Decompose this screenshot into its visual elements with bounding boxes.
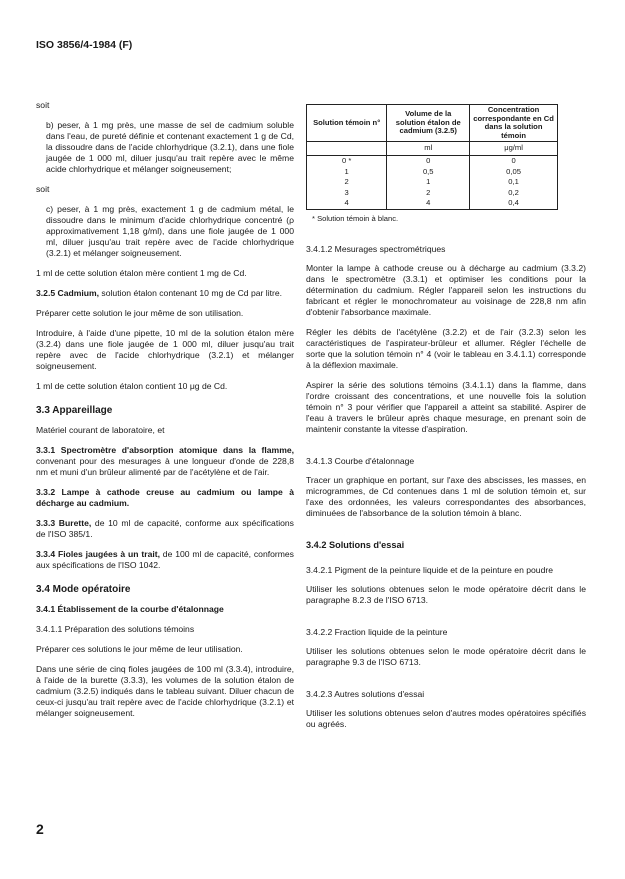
table-cell: 0,1 (470, 177, 558, 188)
section-title: 3.3.4 Fioles jaugées à un trait, (36, 549, 160, 559)
paragraph: Tracer un graphique en portant, sur l'axe des abscisses, les masses, en microgrammes, de Cd contenues dans 1 ml de solution témoin et, sur l'axe des ordonnées, les valeurs correspondantes des absorbances, diminuées de l'absorbance de la solution témoin à blanc. (306, 474, 586, 518)
table-row (307, 177, 558, 188)
paragraph: Régler les débits de l'acétylène (3.2.2) et de l'air (3.2.3) selon les caractéristiques de l'aspirateur-brûleur et allumer. Régler l'échelle de sorte que la solution témoin n° 4 (voir le tableau en 3.4.1.1) corresponde à la déflexion maximale. (306, 326, 586, 370)
paragraph: Matériel courant de laboratoire, et (36, 425, 165, 435)
section-title: 3.3.1 Spectromètre d'absorption atomique dans la flamme, (36, 445, 294, 455)
table-unit-empty (307, 142, 387, 156)
paragraph-option-c: c) peser, à 1 mg près, exactement 1 g de cadmium métal, le dissoudre dans le minimum d'acide chlorhydrique concentré (ρ approximativement 1,18 g/ml), dans une fiole jaugée de 1 000 ml, diluer jusqu'au trait repère avec de l'acide chlorhydrique (3.2.1) et mélanger soigneusement. (46, 204, 294, 258)
table-cell: 0 (387, 155, 470, 166)
paragraph: Introduire, à l'aide d'une pipette, 10 ml de la solution étalon mère (3.2.4) dans une fiole jaugée de 1 000 ml, diluer jusqu'au trait repère avec de l'acide chlorhydrique (3.2.1) et mélanger soigneusement. (36, 328, 294, 371)
table-cell: 4 (307, 198, 387, 209)
section-3-3-3 (36, 518, 294, 540)
table-cell: 1 (307, 167, 387, 178)
paragraph: Utiliser les solutions obtenues selon d'autres modes opératoires spécifiés ou agréés. (306, 707, 586, 729)
table-footnote: * Solution témoin à blanc. (312, 213, 399, 223)
heading-3-4-1-2: 3.4.1.2 Mesurages spectrométriques (306, 243, 446, 254)
paragraph: Préparer ces solutions le jour même de leur utilisation. (36, 644, 243, 654)
table-cell: 0 * (307, 155, 387, 166)
section-text: de 10 ml de capacité, conforme aux spécifications de l'ISO 385/1. (36, 518, 294, 539)
section-text: convenant pour des mesurages à une longueur d'onde de 228,8 nm et muni d'un brûleur alimenté par de l'acétylène et de l'air. (36, 456, 294, 477)
section-title: 3.2.5 Cadmium, (36, 288, 100, 298)
table-cell: 0,4 (470, 198, 558, 209)
heading-3-4-2-1: 3.4.2.1 Pigment de la peinture liquide et de la peinture en poudre (306, 564, 554, 575)
paragraph: Dans une série de cinq fioles jaugées de 100 ml (3.3.4), introduire, à l'aide de la burette (3.3.3), les volumes de la solution étalon de cadmium (3.2.5) indiqués dans le tableau suivant. Diluer chacun de ceux-ci jusqu'au trait repère avec de l'acide chlorhydrique (3.2.1) et mélanger soigneusement. (36, 664, 294, 718)
section-3-3-1 (36, 445, 294, 478)
paragraph-soit: soit (36, 100, 50, 110)
heading-3-4-2-2: 3.4.2.2 Fraction liquide de la peinture (306, 626, 448, 637)
section-title: 3.3.3 Burette, (36, 518, 92, 528)
section-3-2-5 (36, 288, 294, 299)
table-header-solution: Solution témoin n° (307, 105, 387, 142)
table-unit-concentration: μg/ml (470, 142, 558, 156)
heading-3-4-2-3: 3.4.2.3 Autres solutions d'essai (306, 688, 425, 699)
heading-3-4: 3.4 Mode opératoire (36, 584, 131, 595)
table-cell: 0,5 (387, 167, 470, 178)
table-header-volume: Volume de la solution étalon de cadmium (3.2.5) (387, 105, 470, 142)
section-3-3-4 (36, 549, 294, 571)
section-text: solution étalon contenant 10 mg de Cd par litre. (99, 288, 283, 298)
paragraph: Utiliser les solutions obtenues selon le mode opératoire décrit dans le paragraphe 9.3 de l'ISO 6713. (306, 645, 586, 667)
paragraph: Aspirer la série des solutions témoins (3.4.1.1) dans la flamme, dans l'ordre croissant des concentrations, et une nouvelle fois la solution témoin n° 3 pour vérifier que l'appareil a atteint sa stabilité. Aspirer de l'eau à travers le brûleur après chaque mesurage, en prenant soin de maintenir constante la vitesse d'aspiration. (306, 379, 586, 434)
paragraph: Préparer cette solution le jour même de son utilisation. (36, 308, 244, 318)
paragraph: 1 ml de cette solution étalon mère contient 1 mg de Cd. (36, 268, 247, 278)
left-column (36, 100, 294, 728)
table-row (307, 188, 558, 199)
table-row (307, 155, 558, 166)
standards-table (306, 104, 558, 210)
table-cell: 3 (307, 188, 387, 199)
table-cell: 2 (387, 188, 470, 199)
right-column (306, 104, 586, 739)
page-number: 2 (36, 821, 44, 837)
heading-3-4-1-3: 3.4.1.3 Courbe d'étalonnage (306, 455, 415, 466)
paragraph-option-b: b) peser, à 1 mg près, une masse de sel de cadmium soluble dans l'eau, de pureté définie et contenant exactement 1 g de Cd, la dissoudre dans de l'acide chlorhydrique (3.2.1), dans une fiole jaugée de 1 000 ml, diluer jusqu'au trait repère avec le même acide chlorhydrique et mélanger soigneusement; (46, 120, 294, 174)
table-cell: 4 (387, 198, 470, 209)
section-text: de 100 ml de capacité, conformes aux spécifications de l'ISO 1042. (36, 549, 294, 570)
paragraph: Monter la lampe à cathode creuse ou à décharge au cadmium (3.3.2) dans le spectromètre (3.3.1) et optimiser les conditions pour la détermination du cadmium. Régler l'appareil selon les instructions du fabricant et régler le monochromateur au voisinage de 228,8 nm afin d'obtenir l'absorbance maximale. (306, 262, 586, 317)
heading-3-3: 3.3 Appareillage (36, 405, 113, 416)
section-3-3-2: 3.3.2 Lampe à cathode creuse au cadmium ou lampe à décharge au cadmium. (36, 487, 294, 508)
table-row (307, 167, 558, 178)
table-row (307, 198, 558, 209)
paragraph: Utiliser les solutions obtenues selon le mode opératoire décrit dans le paragraphe 8.2.3 de l'ISO 6713. (306, 583, 586, 605)
table-cell: 0,05 (470, 167, 558, 178)
heading-3-4-1-1: 3.4.1.1 Préparation des solutions témoins (36, 624, 195, 634)
heading-3-4-2: 3.4.2 Solutions d'essai (306, 539, 405, 550)
table-cell: 1 (387, 177, 470, 188)
document-header: ISO 3856/4-1984 (F) (36, 39, 133, 51)
table-header-concentration: Concentration correspondante en Cd dans la solution témoin (470, 105, 558, 142)
table-cell: 0 (470, 155, 558, 166)
table-cell: 2 (307, 177, 387, 188)
heading-3-4-1: 3.4.1 Établissement de la courbe d'étalonnage (36, 604, 224, 614)
table-unit-volume: ml (387, 142, 470, 156)
table-cell: 0,2 (470, 188, 558, 199)
paragraph-soit: soit (36, 184, 50, 194)
paragraph: 1 ml de cette solution étalon contient 10 μg de Cd. (36, 381, 228, 391)
